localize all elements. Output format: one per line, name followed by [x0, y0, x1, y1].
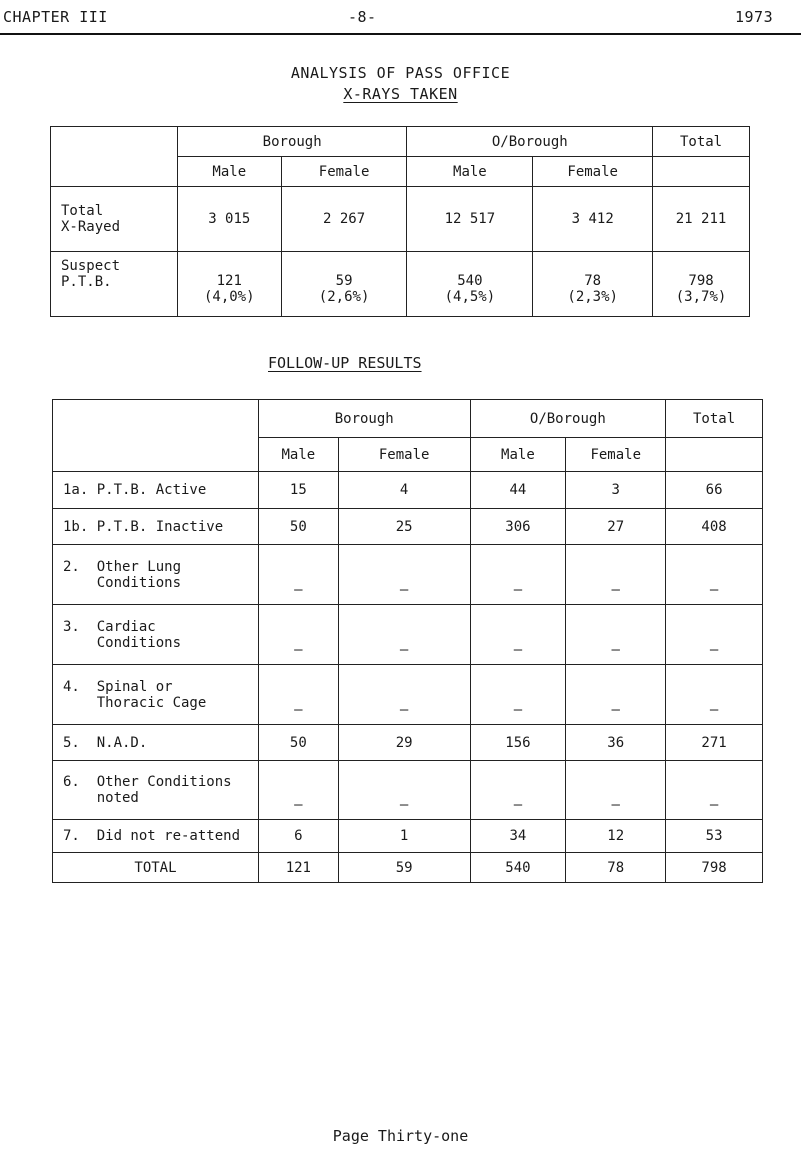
table-cell: 15 [258, 472, 338, 509]
xray-subheader: Male [407, 157, 533, 187]
row-label: 6. Other Conditions noted [53, 761, 259, 820]
table-row [51, 252, 750, 317]
table-cell: 12 517 [407, 187, 533, 252]
xray-title: ANALYSIS OF PASS OFFICE [290, 64, 511, 82]
table-cell: – [566, 605, 666, 665]
followup-subheader: Male [470, 438, 566, 472]
table-cell: 4 [338, 472, 470, 509]
total-label: TOTAL [53, 853, 259, 883]
table-cell: – [258, 545, 338, 605]
total-cell: 59 [338, 853, 470, 883]
total-row [53, 853, 763, 883]
table-cell: 34 [470, 820, 566, 853]
total-cell: 540 [470, 853, 566, 883]
table-cell: – [258, 761, 338, 820]
table-cell: 3 [566, 472, 666, 509]
table-cell: 53 [666, 820, 763, 853]
row-label: 1b. P.T.B. Inactive [53, 509, 259, 545]
xray-subtitle: X-RAYS TAKEN [343, 85, 458, 103]
table-cell: 21 211 [653, 187, 750, 252]
header-rule [0, 33, 801, 35]
table-row [51, 187, 750, 252]
followup-group-header: Total [666, 400, 763, 438]
followup-table [52, 399, 763, 883]
table-cell: – [470, 665, 566, 725]
table-cell: 36 [566, 725, 666, 761]
xray-group-header: O/Borough [407, 127, 653, 157]
year-label: 1973 [735, 8, 774, 26]
table-cell: 2 267 [281, 187, 407, 252]
table-cell: – [666, 545, 763, 605]
table-cell: 156 [470, 725, 566, 761]
table-row [53, 665, 763, 725]
table-cell: – [258, 665, 338, 725]
row-label: 1a. P.T.B. Active [53, 472, 259, 509]
table-cell: 59 (2,6%) [281, 252, 407, 317]
table-cell: – [566, 761, 666, 820]
table-cell: 12 [566, 820, 666, 853]
row-label: 2. Other Lung Conditions [53, 545, 259, 605]
xray-group-header: Total [653, 127, 750, 157]
followup-subheader: Female [566, 438, 666, 472]
total-cell: 121 [258, 853, 338, 883]
table-cell: 66 [666, 472, 763, 509]
followup-group-header: O/Borough [470, 400, 666, 438]
table-cell: – [338, 665, 470, 725]
row-label: Total X-Rayed [51, 187, 178, 252]
followup-group-header: Borough [258, 400, 470, 438]
table-cell: – [666, 761, 763, 820]
table-cell: 798 (3,7%) [653, 252, 750, 317]
table-cell: 27 [566, 509, 666, 545]
table-cell: – [338, 761, 470, 820]
table-cell: – [258, 605, 338, 665]
table-cell: 271 [666, 725, 763, 761]
chapter-label: CHAPTER III [3, 8, 108, 26]
total-cell: 798 [666, 853, 763, 883]
xray-subheader: Female [533, 157, 653, 187]
table-row [53, 725, 763, 761]
table-cell: 3 412 [533, 187, 653, 252]
table-cell: 50 [258, 725, 338, 761]
table-cell: 306 [470, 509, 566, 545]
table-cell: – [666, 665, 763, 725]
table-row [53, 472, 763, 509]
table-cell: – [666, 605, 763, 665]
table-cell: – [470, 545, 566, 605]
xray-group-header: Borough [177, 127, 407, 157]
table-cell: – [470, 761, 566, 820]
row-label: 5. N.A.D. [53, 725, 259, 761]
page-marker: -8- [348, 8, 377, 26]
row-label: 7. Did not re-attend [53, 820, 259, 853]
table-row [53, 509, 763, 545]
table-cell: 540 (4,5%) [407, 252, 533, 317]
table-row [53, 820, 763, 853]
table-row [53, 761, 763, 820]
table-cell: 6 [258, 820, 338, 853]
table-cell: 44 [470, 472, 566, 509]
row-label: 3. Cardiac Conditions [53, 605, 259, 665]
table-cell: 25 [338, 509, 470, 545]
table-cell: 3 015 [177, 187, 281, 252]
xray-corner-cell [51, 127, 178, 187]
table-cell: 29 [338, 725, 470, 761]
followup-subheader [666, 438, 763, 472]
followup-corner-cell [53, 400, 259, 472]
table-cell: – [566, 545, 666, 605]
xray-subheader: Male [177, 157, 281, 187]
total-cell: 78 [566, 853, 666, 883]
followup-subheader: Female [338, 438, 470, 472]
xray-subheader [653, 157, 750, 187]
row-label: 4. Spinal or Thoracic Cage [53, 665, 259, 725]
table-cell: – [566, 665, 666, 725]
followup-title: FOLLOW-UP RESULTS [268, 354, 422, 372]
table-cell: 408 [666, 509, 763, 545]
table-cell: – [338, 545, 470, 605]
table-cell: 1 [338, 820, 470, 853]
table-cell: 121 (4,0%) [177, 252, 281, 317]
table-row [53, 605, 763, 665]
table-cell: 50 [258, 509, 338, 545]
table-cell: 78 (2,3%) [533, 252, 653, 317]
table-row [53, 545, 763, 605]
xray-table [50, 126, 750, 317]
row-label: Suspect P.T.B. [51, 252, 178, 317]
followup-subheader: Male [258, 438, 338, 472]
xray-subheader: Female [281, 157, 407, 187]
table-cell: – [338, 605, 470, 665]
page-footer: Page Thirty-one [332, 1127, 469, 1145]
table-cell: – [470, 605, 566, 665]
